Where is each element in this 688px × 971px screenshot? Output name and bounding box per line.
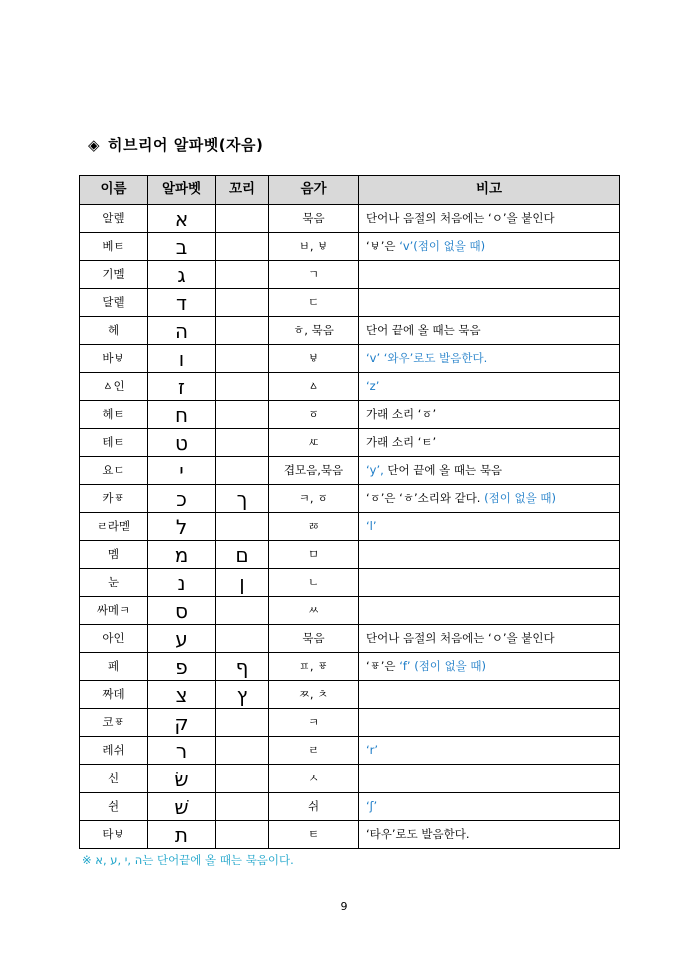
sound-value: ㅍ, ㆄ — [269, 653, 359, 681]
final-form — [216, 737, 269, 765]
hebrew-letter: ז — [148, 373, 216, 401]
hebrew-letter: ו — [148, 345, 216, 373]
remark-highlight: ‘v’(점이 없을 때) — [399, 238, 486, 253]
remarks — [359, 793, 620, 821]
letter-name: 눈 — [80, 569, 148, 597]
remarks — [359, 597, 620, 625]
hebrew-letter: ה — [148, 317, 216, 345]
final-form — [216, 205, 269, 233]
letter-name: 요ㄷ — [80, 457, 148, 485]
table-row — [80, 485, 620, 513]
letter-name: 알렢 — [80, 205, 148, 233]
header-letter: 알파벳 — [148, 176, 216, 205]
remark-highlight: ‘ʃ’ — [366, 798, 378, 813]
table-row — [80, 597, 620, 625]
hebrew-letter: שׁ — [148, 793, 216, 821]
table-row — [80, 289, 620, 317]
table-row — [80, 821, 620, 849]
remarks — [359, 401, 620, 429]
remarks — [359, 345, 620, 373]
section-title — [88, 134, 263, 155]
table-row — [80, 793, 620, 821]
remark-text: 단어나 음절의 처음에는 ‘ㅇ’을 붙인다 — [366, 210, 555, 225]
final-form — [216, 401, 269, 429]
letter-name: 아인 — [80, 625, 148, 653]
remark-text-after: 단어 끝에 올 때는 묵음 — [383, 462, 503, 477]
sound-value: ㅿ — [269, 373, 359, 401]
remarks — [359, 625, 620, 653]
remarks — [359, 541, 620, 569]
hebrew-letter: ע — [148, 625, 216, 653]
remark-text: ‘ㅸ’은 — [366, 238, 400, 253]
remarks — [359, 737, 620, 765]
final-form: ץ — [216, 681, 269, 709]
table-row — [80, 681, 620, 709]
table-row — [80, 373, 620, 401]
page-number: 9 — [340, 900, 348, 913]
remark-text: 가래 소리 ‘ㆆ’ — [366, 406, 437, 421]
hebrew-letter: ל — [148, 513, 216, 541]
table-row — [80, 625, 620, 653]
sound-value: ㅭ — [269, 513, 359, 541]
table-row — [80, 233, 620, 261]
remarks — [359, 821, 620, 849]
remark-text: 단어나 음절의 처음에는 ‘ㅇ’을 붙인다 — [366, 630, 555, 645]
table-row — [80, 345, 620, 373]
hebrew-letter: ט — [148, 429, 216, 457]
sound-value: 묵음 — [269, 625, 359, 653]
header-name: 이름 — [80, 176, 148, 205]
final-form — [216, 793, 269, 821]
remark-highlight: ‘z’ — [366, 378, 380, 393]
sound-value: ㅆ — [269, 597, 359, 625]
sound-value: ㅎ, 묵음 — [269, 317, 359, 345]
sound-value: ㅅ — [269, 765, 359, 793]
sound-value: 겹모음,묵음 — [269, 457, 359, 485]
final-form: ם — [216, 541, 269, 569]
final-form — [216, 513, 269, 541]
remark-highlight: ‘r’ — [366, 742, 379, 757]
table-row — [80, 653, 620, 681]
hebrew-letter: ת — [148, 821, 216, 849]
final-form — [216, 233, 269, 261]
hebrew-letter: א — [148, 205, 216, 233]
table-row — [80, 709, 620, 737]
hebrew-letter: ר — [148, 737, 216, 765]
hebrew-letter: ג — [148, 261, 216, 289]
table-row — [80, 401, 620, 429]
remarks — [359, 485, 620, 513]
final-form — [216, 709, 269, 737]
letter-name: 싸메ㅋ — [80, 597, 148, 625]
table-row — [80, 317, 620, 345]
final-form: ן — [216, 569, 269, 597]
remarks — [359, 513, 620, 541]
letter-name: 달렡 — [80, 289, 148, 317]
hebrew-letter: ח — [148, 401, 216, 429]
remarks — [359, 233, 620, 261]
table-row — [80, 457, 620, 485]
sound-value: ㄱ — [269, 261, 359, 289]
table-row — [80, 429, 620, 457]
footnote: ※ ה ,י ,ע ,א는 단어끝에 올 때는 묵음이다. — [82, 853, 294, 867]
final-form — [216, 821, 269, 849]
letter-name: 타ㅸ — [80, 821, 148, 849]
sound-value: ㄴ — [269, 569, 359, 597]
remarks — [359, 569, 620, 597]
remark-highlight: (점이 없을 때) — [484, 490, 556, 505]
sound-value: ㅉ, ㅊ — [269, 681, 359, 709]
letter-name: 베ㅌ — [80, 233, 148, 261]
alphabet-table — [79, 175, 620, 849]
remarks — [359, 317, 620, 345]
header-tail: 꼬리 — [216, 176, 269, 205]
sound-value: 묵음 — [269, 205, 359, 233]
sound-value: ㆆ — [269, 401, 359, 429]
table-header-row — [80, 176, 620, 205]
final-form — [216, 345, 269, 373]
section-title-text: 히브리어 알파벳(자음) — [108, 136, 264, 154]
letter-name: 신 — [80, 765, 148, 793]
hebrew-letter: מ — [148, 541, 216, 569]
sound-value: ㅋ — [269, 709, 359, 737]
sound-value: 쉬 — [269, 793, 359, 821]
header-remarks: 비고 — [359, 176, 620, 205]
remark-text: ‘ㆆ’은 ‘ㅎ’소리와 같다. — [366, 490, 485, 505]
letter-name: 코ㆄ — [80, 709, 148, 737]
header-sound: 음가 — [269, 176, 359, 205]
hebrew-letter: ב — [148, 233, 216, 261]
remarks — [359, 765, 620, 793]
sound-value: ㅸ — [269, 345, 359, 373]
table-row — [80, 261, 620, 289]
remark-highlight: ‘l’ — [366, 518, 377, 533]
final-form — [216, 317, 269, 345]
hebrew-letter: ס — [148, 597, 216, 625]
remark-text: ‘타우’로도 발음한다. — [366, 826, 470, 841]
sound-value: ㄹ — [269, 737, 359, 765]
letter-name: 페 — [80, 653, 148, 681]
letter-name: 헤ㅌ — [80, 401, 148, 429]
final-form — [216, 597, 269, 625]
table-row — [80, 765, 620, 793]
hebrew-letter: נ — [148, 569, 216, 597]
letter-name: 짜데 — [80, 681, 148, 709]
sound-value: ㅼ — [269, 429, 359, 457]
remarks — [359, 429, 620, 457]
remarks — [359, 261, 620, 289]
sound-value: ㅁ — [269, 541, 359, 569]
table-row — [80, 541, 620, 569]
sound-value: ㅂ, ㅸ — [269, 233, 359, 261]
letter-name: 기멜 — [80, 261, 148, 289]
final-form — [216, 261, 269, 289]
letter-name: 바ㅸ — [80, 345, 148, 373]
letter-name: 카ㆄ — [80, 485, 148, 513]
remarks — [359, 681, 620, 709]
table-row — [80, 737, 620, 765]
hebrew-letter: ק — [148, 709, 216, 737]
letter-name: 레쉬 — [80, 737, 148, 765]
sound-value: ㅋ, ㆆ — [269, 485, 359, 513]
final-form — [216, 457, 269, 485]
hebrew-letter: י — [148, 457, 216, 485]
letter-name: 쉰 — [80, 793, 148, 821]
sound-value: ㄷ — [269, 289, 359, 317]
letter-name: 멤 — [80, 541, 148, 569]
final-form — [216, 625, 269, 653]
letter-name: ㄹ라멛 — [80, 513, 148, 541]
hebrew-letter: ד — [148, 289, 216, 317]
table-row — [80, 205, 620, 233]
final-form: ך — [216, 485, 269, 513]
hebrew-letter: פ — [148, 653, 216, 681]
final-form — [216, 373, 269, 401]
hebrew-letter: כ — [148, 485, 216, 513]
remark-text: 가래 소리 ‘ㅌ’ — [366, 434, 437, 449]
letter-name: ㅿ인 — [80, 373, 148, 401]
remark-highlight: ‘y’, — [366, 462, 384, 477]
remarks — [359, 653, 620, 681]
remark-text: ‘ㆄ’은 — [366, 658, 400, 673]
table-row — [80, 569, 620, 597]
final-form — [216, 429, 269, 457]
sound-value: ㅌ — [269, 821, 359, 849]
remark-text: 단어 끝에 올 때는 묵음 — [366, 322, 481, 337]
letter-name: 헤 — [80, 317, 148, 345]
final-form — [216, 289, 269, 317]
remark-highlight: ‘v’ ‘와우’로도 발음한다. — [366, 350, 488, 365]
remarks — [359, 373, 620, 401]
table-row — [80, 513, 620, 541]
remarks — [359, 205, 620, 233]
final-form: ף — [216, 653, 269, 681]
remark-highlight: ‘f’ (점이 없을 때) — [399, 658, 487, 673]
final-form — [216, 765, 269, 793]
remarks — [359, 457, 620, 485]
hebrew-letter: שׂ — [148, 765, 216, 793]
letter-name: 테ㅌ — [80, 429, 148, 457]
hebrew-letter: צ — [148, 681, 216, 709]
diamond-icon: ◈ — [88, 136, 101, 154]
remarks — [359, 289, 620, 317]
remarks — [359, 709, 620, 737]
